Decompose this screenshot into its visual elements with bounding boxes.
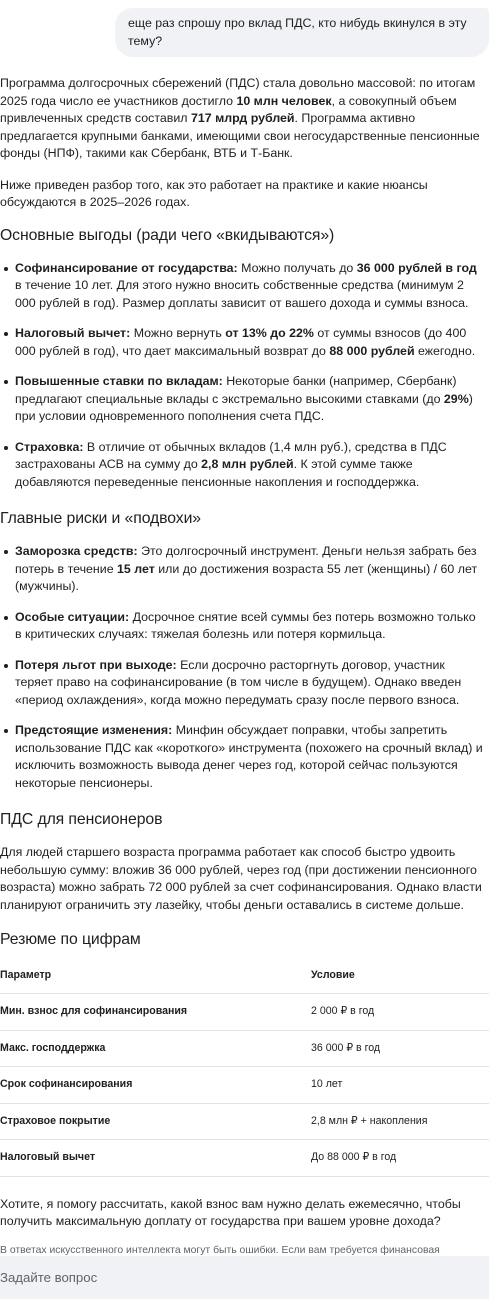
risks-list	[0, 543, 485, 792]
ask-input-placeholder[interactable]: Задайте вопрос	[0, 1270, 98, 1285]
closing-question: Хотите, я помогу рассчитать, какой взнос вам нужно делать ежемесячно, чтобы получить максимальную доплату от государства при вашем уровне дохода?	[0, 1196, 461, 1228]
list-item	[15, 657, 485, 710]
user-message-bubble: еще раз спрошу про вклад ПДС, кто нибудь вкинулся в эту тему?	[115, 8, 489, 57]
list-item-text: Некоторые банки (например, Сбербанк) предлагают специальные вклады с экстремально высокими ставками (до	[15, 374, 457, 406]
table-header-cell: Условие	[311, 958, 489, 994]
intro-paragraph-1	[0, 75, 485, 163]
table-row	[0, 1067, 489, 1104]
list-item-text: . К этой сумме также добавляются переведенные пенсионные накопления и господдержка.	[15, 457, 420, 489]
list-item-title: Заморозка средств:	[15, 544, 138, 558]
table-cell: Страховое покрытие	[0, 1103, 311, 1140]
list-item-text: Если досрочно расторгнуть договор, участник теряет право на софинансирование (в том числе в будущем). Однако введен «период охлаждения», когда можно передумать сразу после первого взноса.	[15, 657, 462, 707]
list-item	[15, 543, 485, 596]
intro-text: , а совокупный объем привлеченных средств составил	[0, 93, 457, 125]
list-item-title: Повышенные ставки по вкладам:	[15, 374, 223, 388]
table-row	[0, 1030, 489, 1067]
list-item-bold: 88 000 рублей	[329, 343, 415, 358]
intro-bold: 10 млн человек	[236, 93, 332, 108]
table-cell: Налоговый вычет	[0, 1140, 311, 1177]
list-item-bold: 15 лет	[117, 561, 155, 576]
table-row	[0, 1140, 489, 1177]
list-item	[15, 722, 485, 792]
user-message-container	[115, 8, 489, 57]
summary-table	[0, 958, 489, 1177]
intro-bold: 717 млрд рублей	[190, 111, 295, 125]
benefits-list	[0, 260, 485, 492]
intro-paragraph-2: Ниже приведен разбор того, как это работает на практике и какие нюансы обсуждаются в 2025–2026 годах.	[0, 177, 428, 209]
list-item-text: в течение 10 лет. Для этого нужно вносить собственные средства (минимум 2 000 рублей в год). Размер доплаты зависит от вашего дохода и суммы взноса.	[15, 278, 469, 310]
table-cell: Макс. господдержка	[0, 1030, 311, 1067]
assistant-response	[0, 75, 489, 1273]
table-row	[0, 994, 489, 1031]
section-heading-pensioners: ПДС для пенсионеров	[0, 811, 163, 828]
list-item-title: Особые ситуации:	[15, 609, 130, 624]
section-heading-risks: Главные риски и «подвохи»	[0, 510, 201, 527]
table-header-cell: Параметр	[0, 958, 311, 994]
list-item-text: от суммы взносов (до 400 000 рублей в год), что дает максимальный возврат до	[15, 326, 467, 358]
list-item-bold: от 13% до 22%	[225, 326, 314, 340]
table-cell: Срок софинансирования	[0, 1067, 311, 1104]
intro-text: . Программа активно предлагается крупными банками, имеющими свои негосударственные пенсионные фонды (НПФ), такими как Сбербанк, ВТБ и Т-Банк.	[0, 111, 480, 160]
list-item-text: В отличие от обычных вкладов (1,4 млн руб.), средства в ПДС застрахованы АСВ на сумму до	[15, 439, 447, 471]
list-item-text: или до достижения возраста 55 лет (женщины) / 60 лет (мужчины).	[15, 561, 478, 593]
list-item-text: Минфин обсуждает поправки, чтобы запретить использование ПДС как «короткого» инструмента (похожего на срочный вклад) и исключить возможность вывода денег через год, которой сейчас пользуются некоторые пенсионеры.	[15, 723, 483, 790]
list-item	[15, 609, 485, 644]
section-heading-summary: Резюме по цифрам	[0, 931, 141, 948]
section-heading-benefits: Основные выгоды (ради чего «вкидываются»)	[0, 226, 335, 244]
list-item-title: Страховка:	[15, 439, 84, 454]
list-item-text: Можно получать до	[237, 260, 357, 275]
table-cell: 10 лет	[311, 1067, 489, 1104]
list-item-title: Предстоящие изменения:	[15, 723, 173, 737]
list-item	[15, 373, 485, 426]
list-item-text: Можно вернуть	[130, 326, 226, 340]
list-item	[15, 325, 485, 360]
list-item-text: Это долгосрочный инструмент. Деньги нельзя забрать без потерь в течение	[15, 544, 477, 576]
ai-disclaimer[interactable]: В ответах искусственного интеллекта могут быть ошибки. Если вам требуется финансовая	[0, 1244, 440, 1256]
list-item-bold: 36 000 рублей в год	[356, 260, 477, 275]
list-item-text: ежегодно.	[414, 343, 476, 358]
list-item	[15, 260, 485, 313]
table-cell: 2,8 млн ₽ + накопления	[311, 1103, 489, 1140]
table-cell: До 88 000 ₽ в год	[311, 1140, 489, 1177]
ask-input-bar[interactable]	[0, 1256, 489, 1299]
pensioners-paragraph: Для людей старшего возраста программа работает как способ быстро удвоить небольшую сумму: вложив 36 000 рублей, через год (при достижении пенсионного возраста) можно забрать 72 000 рублей за счет софинансирования. Однако власти планируют ограничить эту лазейку, чтобы деньги оставались в системе дольше.	[0, 845, 482, 912]
list-item-text: Досрочное снятие всей суммы без потерь возможно только в критических случаях: тяжелая болезнь или потеря кормильца.	[15, 609, 476, 641]
list-item-title: Софинансирование от государства:	[15, 260, 238, 275]
list-item-bold: 29%	[443, 391, 469, 406]
list-item-title: Налоговый вычет:	[15, 326, 131, 340]
table-cell: Мин. взнос для софинансирования	[0, 994, 311, 1031]
table-row	[0, 1103, 489, 1140]
table-header-row	[0, 958, 489, 994]
intro-text: Программа долгосрочных сбережений (ПДС) стала довольно массовой: по итогам 2025 года число ее участников достигло	[0, 76, 476, 108]
list-item	[15, 439, 485, 492]
table-cell: 2 000 ₽ в год	[311, 994, 489, 1031]
table-cell: 36 000 ₽ в год	[311, 1030, 489, 1067]
list-item-text: ) при условии одновременного пополнения счета ПДС.	[15, 391, 473, 423]
list-item-bold: 2,8 млн рублей	[201, 457, 294, 471]
list-item-title: Потеря льгот при выходе:	[15, 657, 177, 672]
